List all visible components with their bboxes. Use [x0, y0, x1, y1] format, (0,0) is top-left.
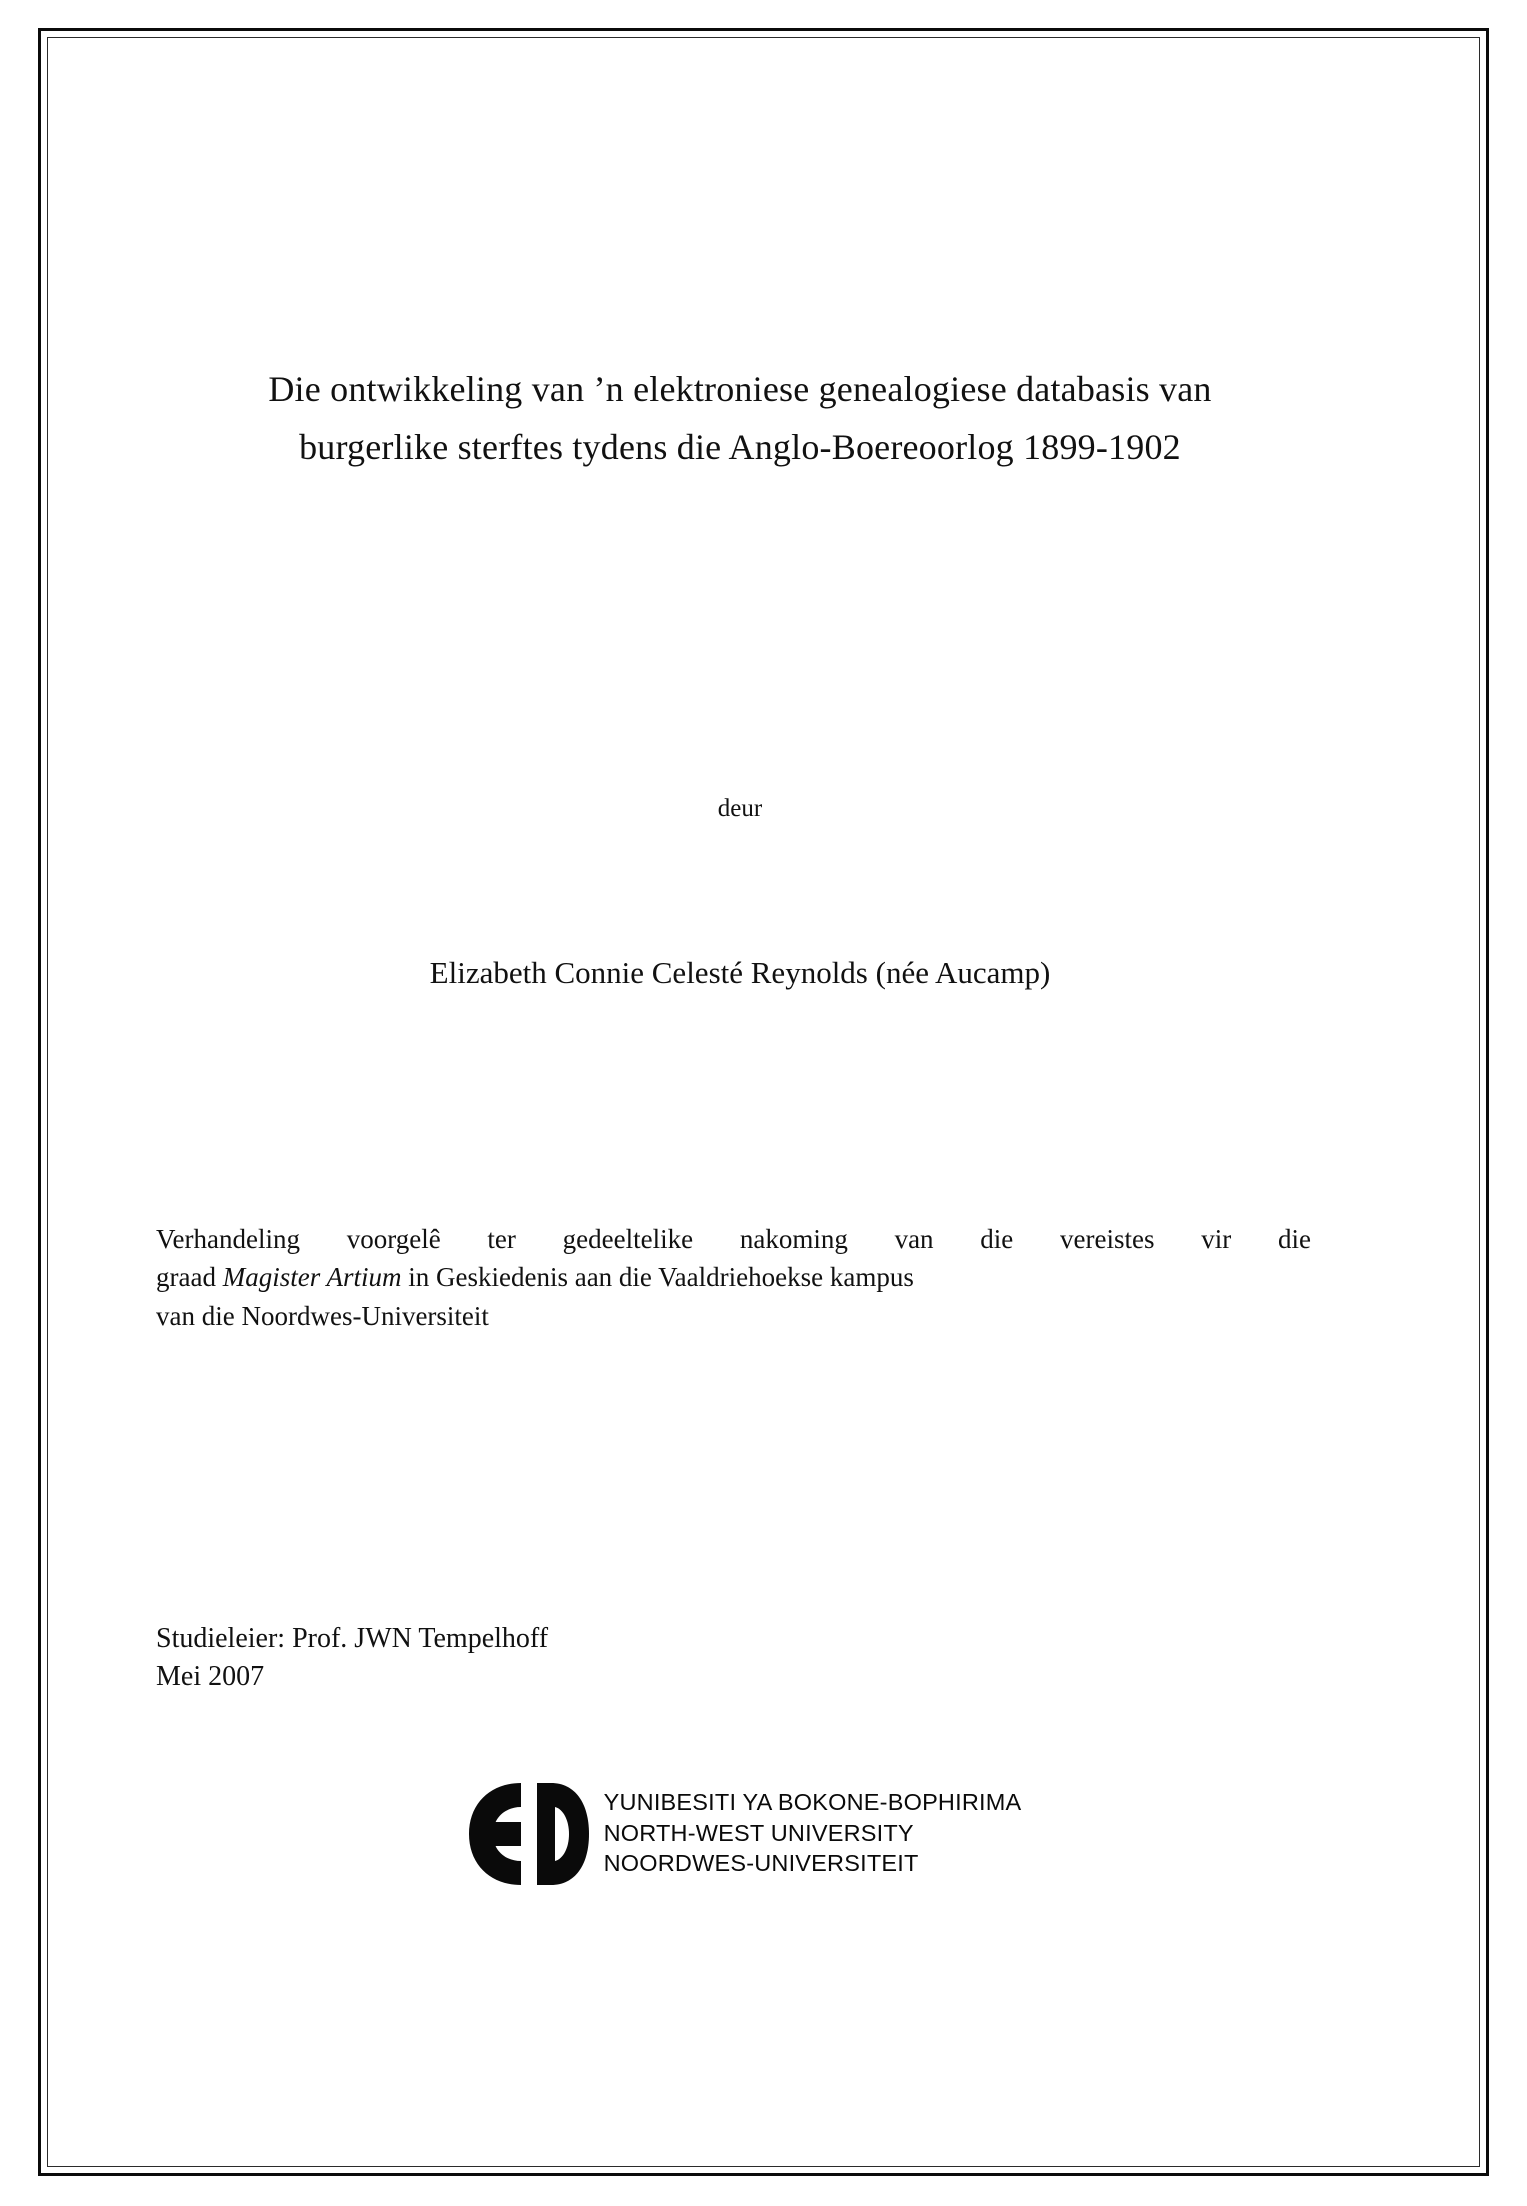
university-logo: [150, 1775, 1330, 1893]
university-logo-text: [604, 1787, 1022, 1881]
degree-name-italic: Magister Artium: [222, 1262, 402, 1293]
author-name: Elizabeth Connie Celesté Reynolds (née Aucamp): [429, 955, 1051, 990]
logo-text-line-1: YUNIBESITI YA BOKONE-BOPHIRIMA: [603, 1789, 1022, 1816]
logo-text-line-2: NORTH-WEST UNIVERSITY: [603, 1819, 914, 1846]
degree-statement: [156, 1220, 1311, 1335]
degree-statement-line-1: Verhandeling voorgelê ter gedeeltelike nakoming van die vereistes vir die: [156, 1224, 1311, 1254]
degree-statement-line-2-pre: graad: [156, 1262, 223, 1293]
supervisor-line: Studieleier: Prof. JWN Tempelhoff: [156, 1623, 549, 1654]
degree-statement-line-2: [156, 1258, 1311, 1296]
title-page-content: [150, 0, 1330, 2206]
title-line-2: burgerlike sterftes tydens die Anglo-Boereoorlog 1899-1902: [299, 427, 1181, 468]
degree-statement-line-3: van die Noordwes-Universiteit: [156, 1300, 489, 1331]
north-west-university-logo-icon: [459, 1775, 594, 1893]
supervisor-and-date: [156, 1620, 1056, 1696]
page-title: [150, 360, 1330, 477]
title-line-1: Die ontwikkeling van ’n elektroniese genealogiese databasis van: [268, 369, 1212, 409]
logo-text-line-3: NOORDWES-UNIVERSITEIT: [603, 1850, 919, 1877]
date-line: Mei 2007: [156, 1661, 265, 1693]
degree-statement-line-2-post: in Geskiedenis aan die Vaaldriehoekse kampus: [401, 1262, 914, 1293]
byline-label: deur: [717, 795, 763, 822]
